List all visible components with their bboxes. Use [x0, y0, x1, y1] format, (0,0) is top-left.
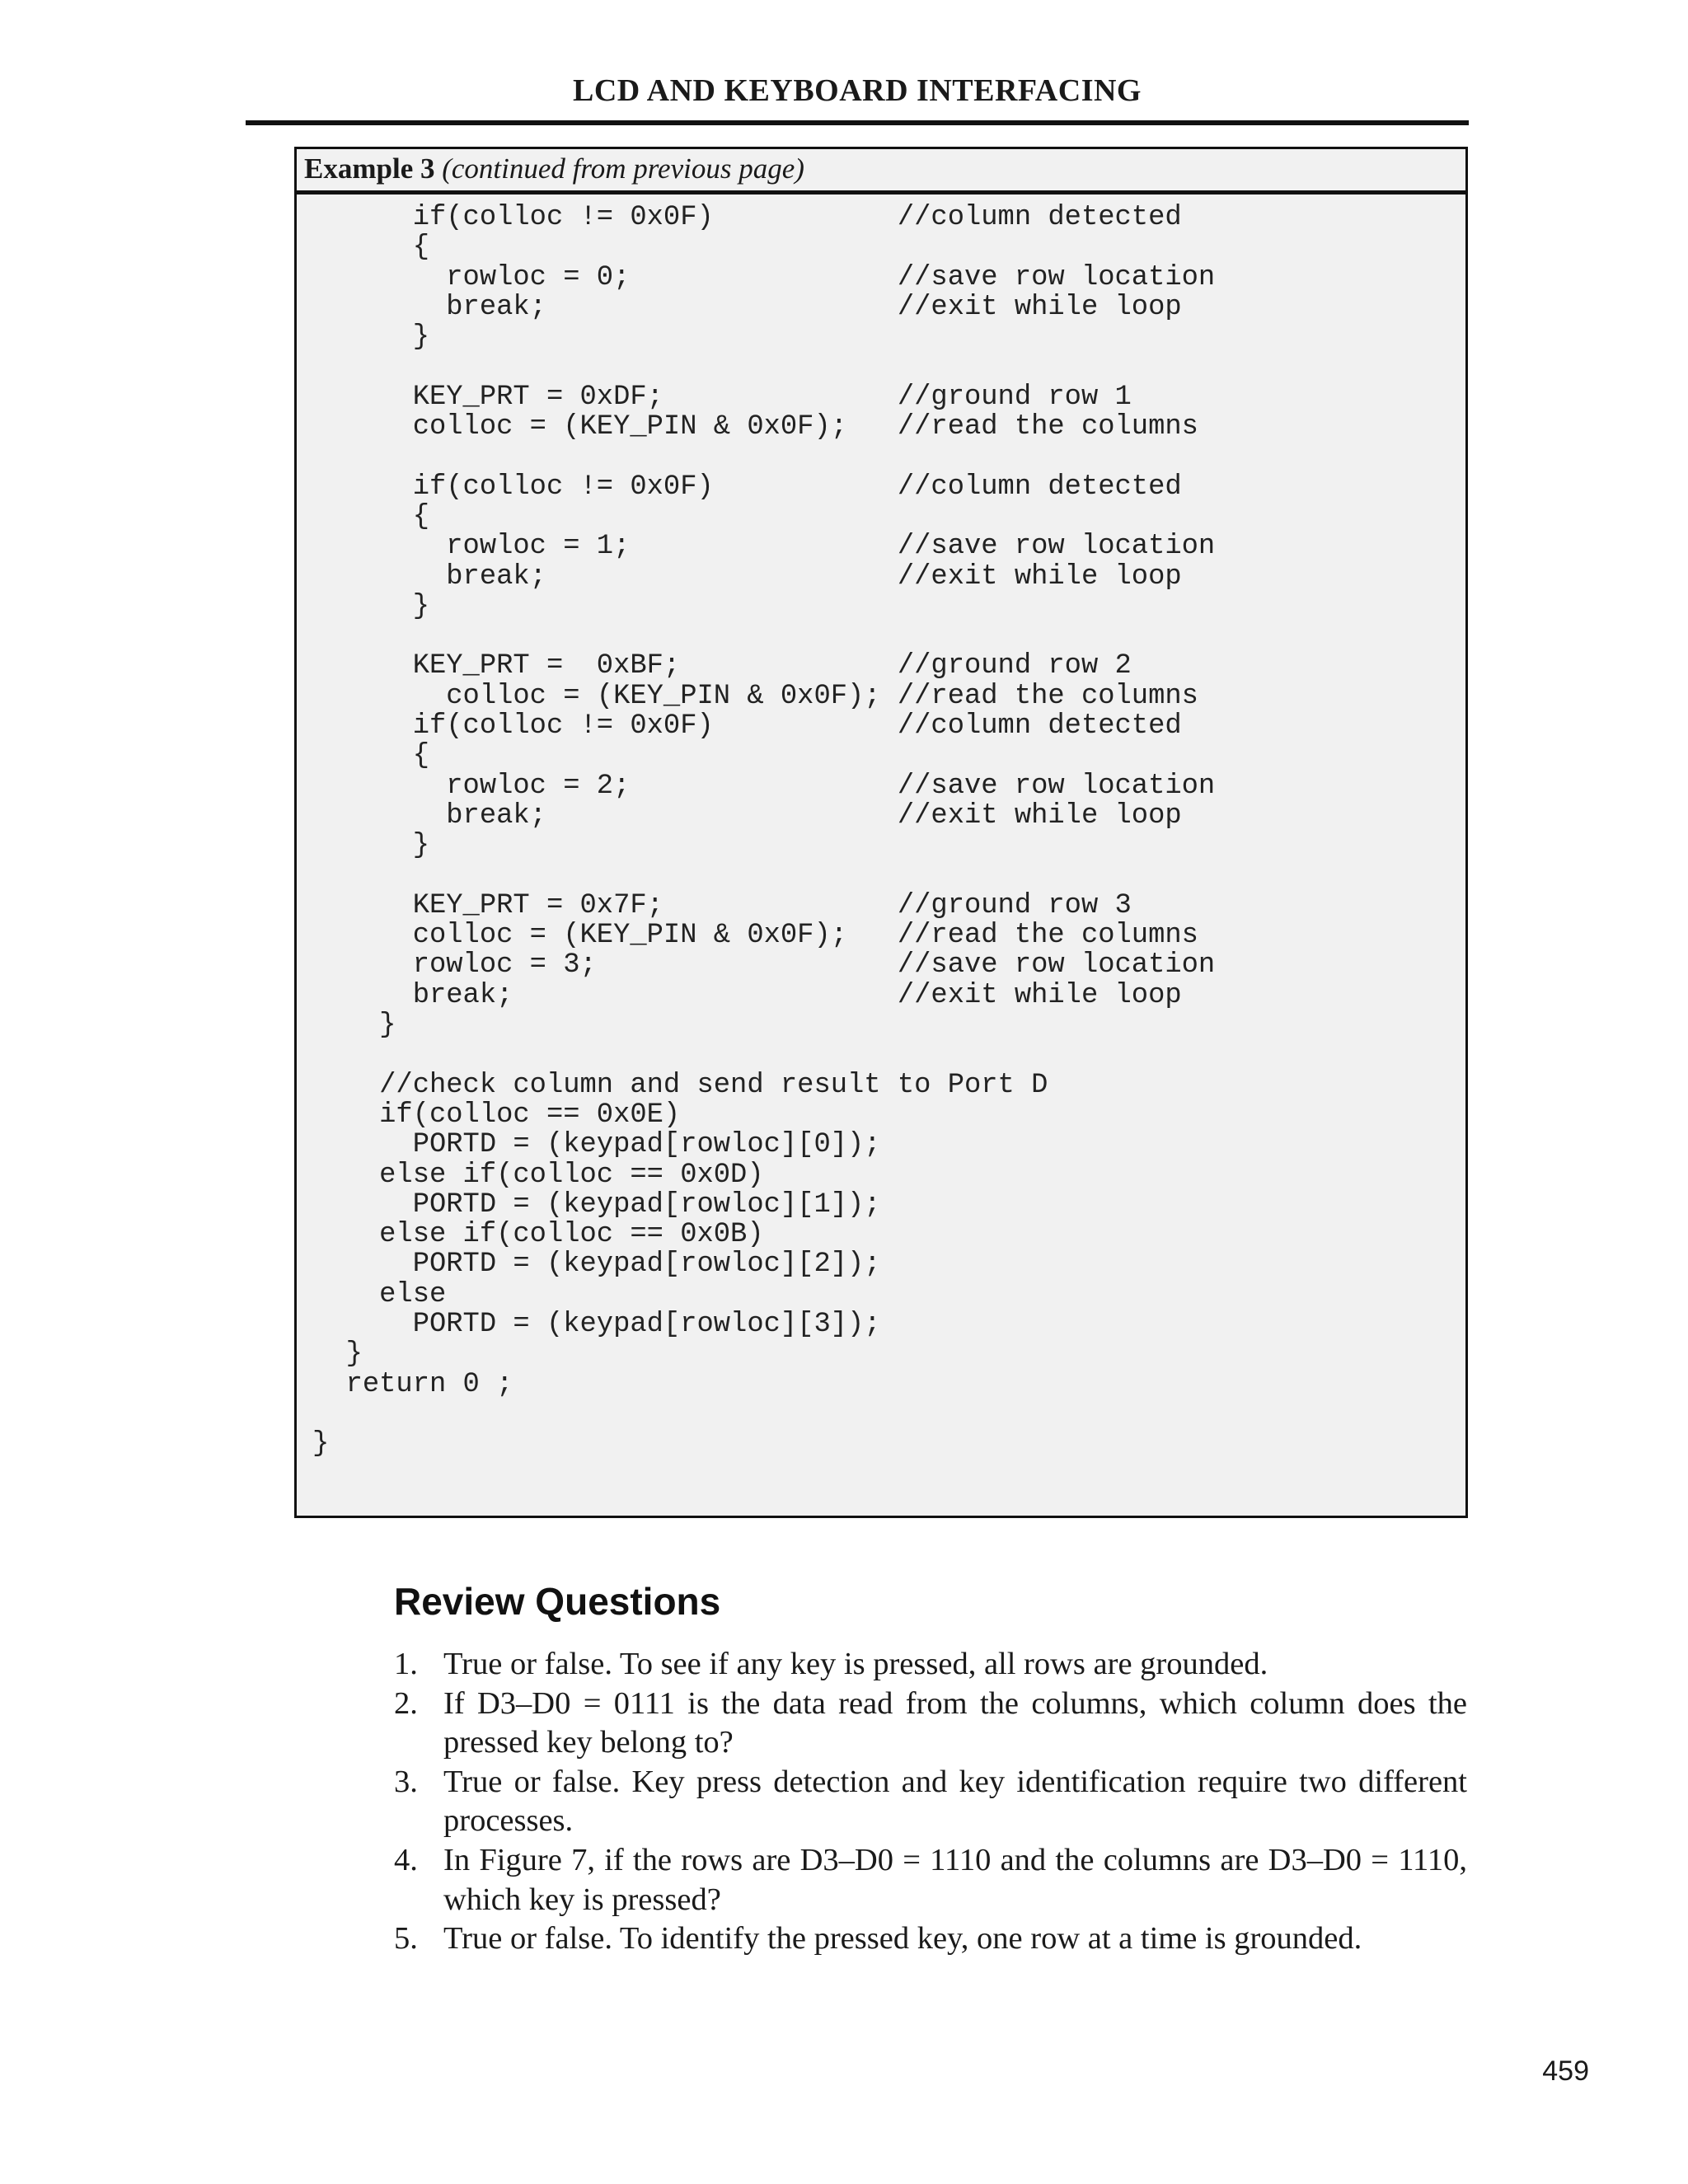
question-number: 2. — [394, 1685, 418, 1721]
question-item — [394, 1763, 1467, 1841]
code-line: PORTD = (keypad[rowloc][2]); — [312, 1249, 881, 1281]
code-line: break; //exit while loop — [312, 979, 1182, 1011]
question-item — [394, 1685, 1467, 1763]
code-line: { — [312, 740, 429, 772]
code-line: KEY_PRT = 0xDF; //ground row 1 — [312, 381, 1132, 413]
code-line: if(colloc == 0x0E) — [312, 1099, 681, 1131]
code-line: //check column and send result to Port D — [312, 1069, 1048, 1101]
code-line — [312, 1399, 1465, 1429]
example-box — [294, 147, 1468, 1518]
code-line: else if(colloc == 0x0B) — [312, 1219, 764, 1251]
header-rule — [246, 120, 1469, 125]
example-title — [297, 149, 1465, 194]
code-line: { — [312, 232, 429, 264]
code-line: } — [312, 1338, 363, 1371]
code-line: rowloc = 1; //save row location — [312, 531, 1216, 563]
code-line: else — [312, 1278, 447, 1310]
code-line: return 0 ; — [312, 1368, 513, 1400]
code-line — [312, 352, 1465, 382]
review-questions-heading: Review Questions — [394, 1580, 721, 1623]
code-line: KEY_PRT = 0xBF; //ground row 2 — [312, 650, 1132, 682]
code-line — [312, 442, 1465, 471]
code-line: else if(colloc == 0x0D) — [312, 1159, 764, 1191]
code-line: PORTD = (keypad[rowloc][1]); — [312, 1188, 881, 1221]
running-header: LCD AND KEYBOARD INTERFACING — [573, 73, 1142, 108]
question-text: True or false. To see if any key is pressed, all rows are grounded. — [443, 1647, 1268, 1681]
code-line: { — [312, 500, 429, 532]
code-line: if(colloc != 0x0F) //column detected — [312, 710, 1182, 743]
question-number: 4. — [394, 1842, 418, 1877]
code-listing — [297, 194, 1465, 1459]
code-line: colloc = (KEY_PIN & 0x0F); //read the columns — [312, 680, 1198, 712]
question-text: True or false. To identify the pressed key, one row at a time is grounded. — [443, 1921, 1362, 1957]
code-line: if(colloc != 0x0F) //column detected — [312, 471, 1182, 503]
question-number: 3. — [394, 1764, 418, 1799]
question-text: If D3–D0 = 0111 is the data read from the columns, which column does the pressed key belong to? — [443, 1685, 1467, 1760]
code-line — [312, 1040, 1465, 1070]
code-line: break; //exit while loop — [312, 799, 1182, 832]
example-label: Example 3 — [304, 152, 435, 185]
code-line: } — [312, 590, 429, 622]
code-line: KEY_PRT = 0x7F; //ground row 3 — [312, 889, 1132, 921]
review-questions-list — [394, 1645, 1467, 1959]
code-line: rowloc = 0; //save row location — [312, 261, 1216, 293]
code-line: PORTD = (keypad[rowloc][3]); — [312, 1308, 881, 1340]
question-text: In Figure 7, if the rows are D3–D0 = 1110 and the columns are D3–D0 = 1110, which key is pressed? — [443, 1842, 1467, 1917]
question-item — [394, 1919, 1467, 1959]
code-line: rowloc = 3; //save row location — [312, 949, 1216, 982]
code-line: break; //exit while loop — [312, 560, 1182, 593]
question-item — [394, 1841, 1467, 1919]
question-number: 5. — [394, 1921, 418, 1957]
code-line: rowloc = 2; //save row location — [312, 770, 1216, 802]
code-line — [312, 621, 1465, 651]
code-line: if(colloc != 0x0F) //column detected — [312, 202, 1182, 233]
code-line: colloc = (KEY_PIN & 0x0F); //read the columns — [312, 411, 1198, 443]
code-line: } — [312, 1428, 330, 1460]
example-continued-note: (continued from previous page) — [442, 152, 804, 185]
code-line: } — [312, 1010, 396, 1042]
code-line: colloc = (KEY_PIN & 0x0F); //read the columns — [312, 920, 1198, 952]
question-number: 1. — [394, 1647, 418, 1681]
question-text: True or false. Key press detection and key identification require two different processes. — [443, 1764, 1467, 1839]
code-line: PORTD = (keypad[rowloc][0]); — [312, 1129, 881, 1161]
code-line: break; //exit while loop — [312, 291, 1182, 323]
code-line — [312, 861, 1465, 891]
page-number: 459 — [1542, 2055, 1589, 2087]
code-line: } — [312, 830, 429, 862]
code-line: } — [312, 321, 429, 354]
question-item — [394, 1645, 1467, 1685]
